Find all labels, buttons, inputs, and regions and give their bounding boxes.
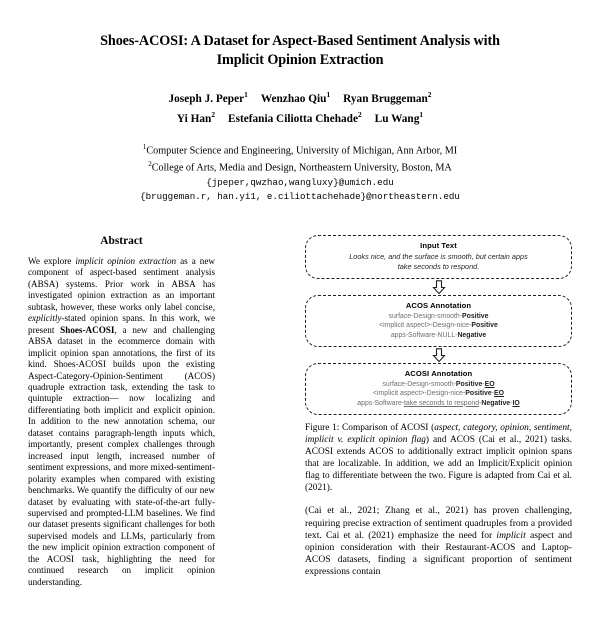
input-text-box — [305, 235, 572, 279]
author-affiliation-marker: 1 — [244, 90, 248, 99]
email-line-1: {jpeper,qwzhao,wangluxy}@umich.edu — [206, 176, 394, 188]
acos-rows — [314, 312, 563, 340]
flow-arrow-2 — [305, 347, 572, 363]
author-affiliation-marker: 2 — [211, 109, 216, 119]
author-affiliation-marker: 1 — [419, 109, 424, 119]
abstract-heading: Abstract — [100, 235, 143, 247]
acosi-annotation-row: apps-Software-take seconds to respond-Negative-IO — [357, 399, 520, 407]
paper-page — [0, 32, 600, 632]
figure-1 — [305, 235, 572, 494]
abstract-text: We explore implicit opinion extraction as a new component of aspect-based sentiment analysis (ABSA) systems. Prior work in ABSA has investigated opinion extraction as an important subtask, however, these works only label concise, explicitly-stated opinion spans. In this work, we present Shoes-ACOSI, a new and challenging ABSA dataset in the ecommerce domain with implicit opinion span annotations, the first of its kind. Shoes-ACOSI builds upon the existing Aspect-Category-Opinion-Sentiment (ACOS) quadruple extraction task, extending the task to quintuple extraction— now localizing and differentiating both implicit and explicit opinion. In addition to the new annotation schema, our dataset contains paragraph-length inputs which, importantly, present complex challenges through increased input length, increased number of sentiment expressions, and more mixed-sentiment-polarity examples when compared with existing benchmarks. We quantify the difficulty of our new dataset by evaluating with state-of-the-art fully-supervised and prompted-LLM baselines. We find our dataset presents significant challenges for both supervised models and LLMs, particularly from the new implicit opinion extraction component of the ACOSI task, highlighting the need for continued research on implicit opinion understanding. — [28, 256, 215, 587]
author-name: Ryan Bruggeman — [343, 92, 428, 105]
down-arrow-icon — [432, 348, 446, 363]
affiliation-1 — [40, 141, 560, 158]
flow-arrow-1 — [305, 279, 572, 295]
title-line-1: Shoes-ACOSI: A Dataset for Aspect-Based Sentiment Analysis with — [100, 33, 500, 49]
acos-box-title: ACOS Annotation — [405, 301, 472, 311]
affiliation-marker: 2 — [148, 159, 152, 168]
author-name: Wenzhao Qiu — [260, 92, 327, 105]
affiliation-2 — [40, 158, 560, 175]
affiliation-marker: 1 — [142, 142, 147, 151]
acos-annotation-row: apps-Software-NULL-Negative — [390, 331, 487, 339]
input-text-line-2: take seconds to respond. — [397, 261, 480, 271]
right-column — [305, 235, 572, 578]
input-text-line-1: Looks nice, and the surface is smooth, but certain apps — [349, 252, 528, 261]
author-list — [70, 87, 530, 127]
acosi-annotation-row: surface-Design-smooth-Positive-EO — [382, 381, 495, 389]
acosi-rows — [314, 380, 563, 408]
title-line-2: Implicit Opinion Extraction — [216, 52, 384, 68]
page-title — [62, 32, 538, 70]
author-name: Yi Han — [176, 112, 212, 125]
acos-annotation-row: surface-Design-smooth-Positive — [388, 313, 489, 321]
author-name: Estefania Ciliotta Chehade — [228, 112, 358, 125]
left-column — [28, 235, 215, 588]
acosi-box-title: ACOSI Annotation — [404, 369, 473, 379]
down-arrow-icon — [432, 280, 446, 295]
input-text-box-title: Input Text — [420, 241, 457, 250]
acos-annotation-box — [305, 295, 572, 347]
affiliation-text: Computer Science and Engineering, University of Michigan, Ann Arbor, MI — [146, 144, 458, 156]
acos-annotation-row: <implicit aspect>-Design-nice-Positive — [379, 322, 498, 330]
author-row-1 — [168, 90, 432, 105]
author-row-2 — [176, 109, 424, 125]
author-affiliation-marker: 2 — [427, 90, 432, 99]
author-name: Lu Wang — [374, 112, 420, 125]
body-paragraph: (Cai et al., 2021; Zhang et al., 2021) has proven challenging, requiring precise extraction of sentiment quadruples from a provided text. Cai et al. (2021) emphasize the need for implicit aspect and opinion consideration with their Restaurant-ACOS and Laptop-ACOS datasets, finding a significant proportion of sentiment expressions contain — [305, 505, 572, 577]
acosi-annotation-row: <implicit aspect>-Design-nice-Positive-EO — [373, 390, 504, 398]
affiliation-text: College of Arts, Media and Design, Northeastern University, Boston, MA — [151, 161, 452, 173]
email-line-2: {bruggeman.r, han.yi1, e.ciliottachehade}@northeastern.edu — [140, 190, 460, 202]
author-affiliation-marker: 1 — [326, 90, 331, 99]
author-affiliation-marker: 2 — [357, 109, 362, 119]
affiliation-list — [40, 141, 560, 204]
figure-caption: Figure 1: Comparison of ACOSI (aspect, category, opinion, sentiment, implicit v. explicit opinion flag) and ACOS (Cai et al., 2021) tasks. ACOSI extends ACOS to additionally extract implicit opinion spans that are localizable. In addition, we add an Implicit/Explicit opinion flag to differentiate between the two. Figure is adapted from Cai et al. (2021). — [305, 422, 572, 493]
two-column-body — [0, 235, 600, 632]
acosi-annotation-box — [305, 363, 572, 415]
author-name: Joseph J. Peper — [168, 92, 245, 105]
